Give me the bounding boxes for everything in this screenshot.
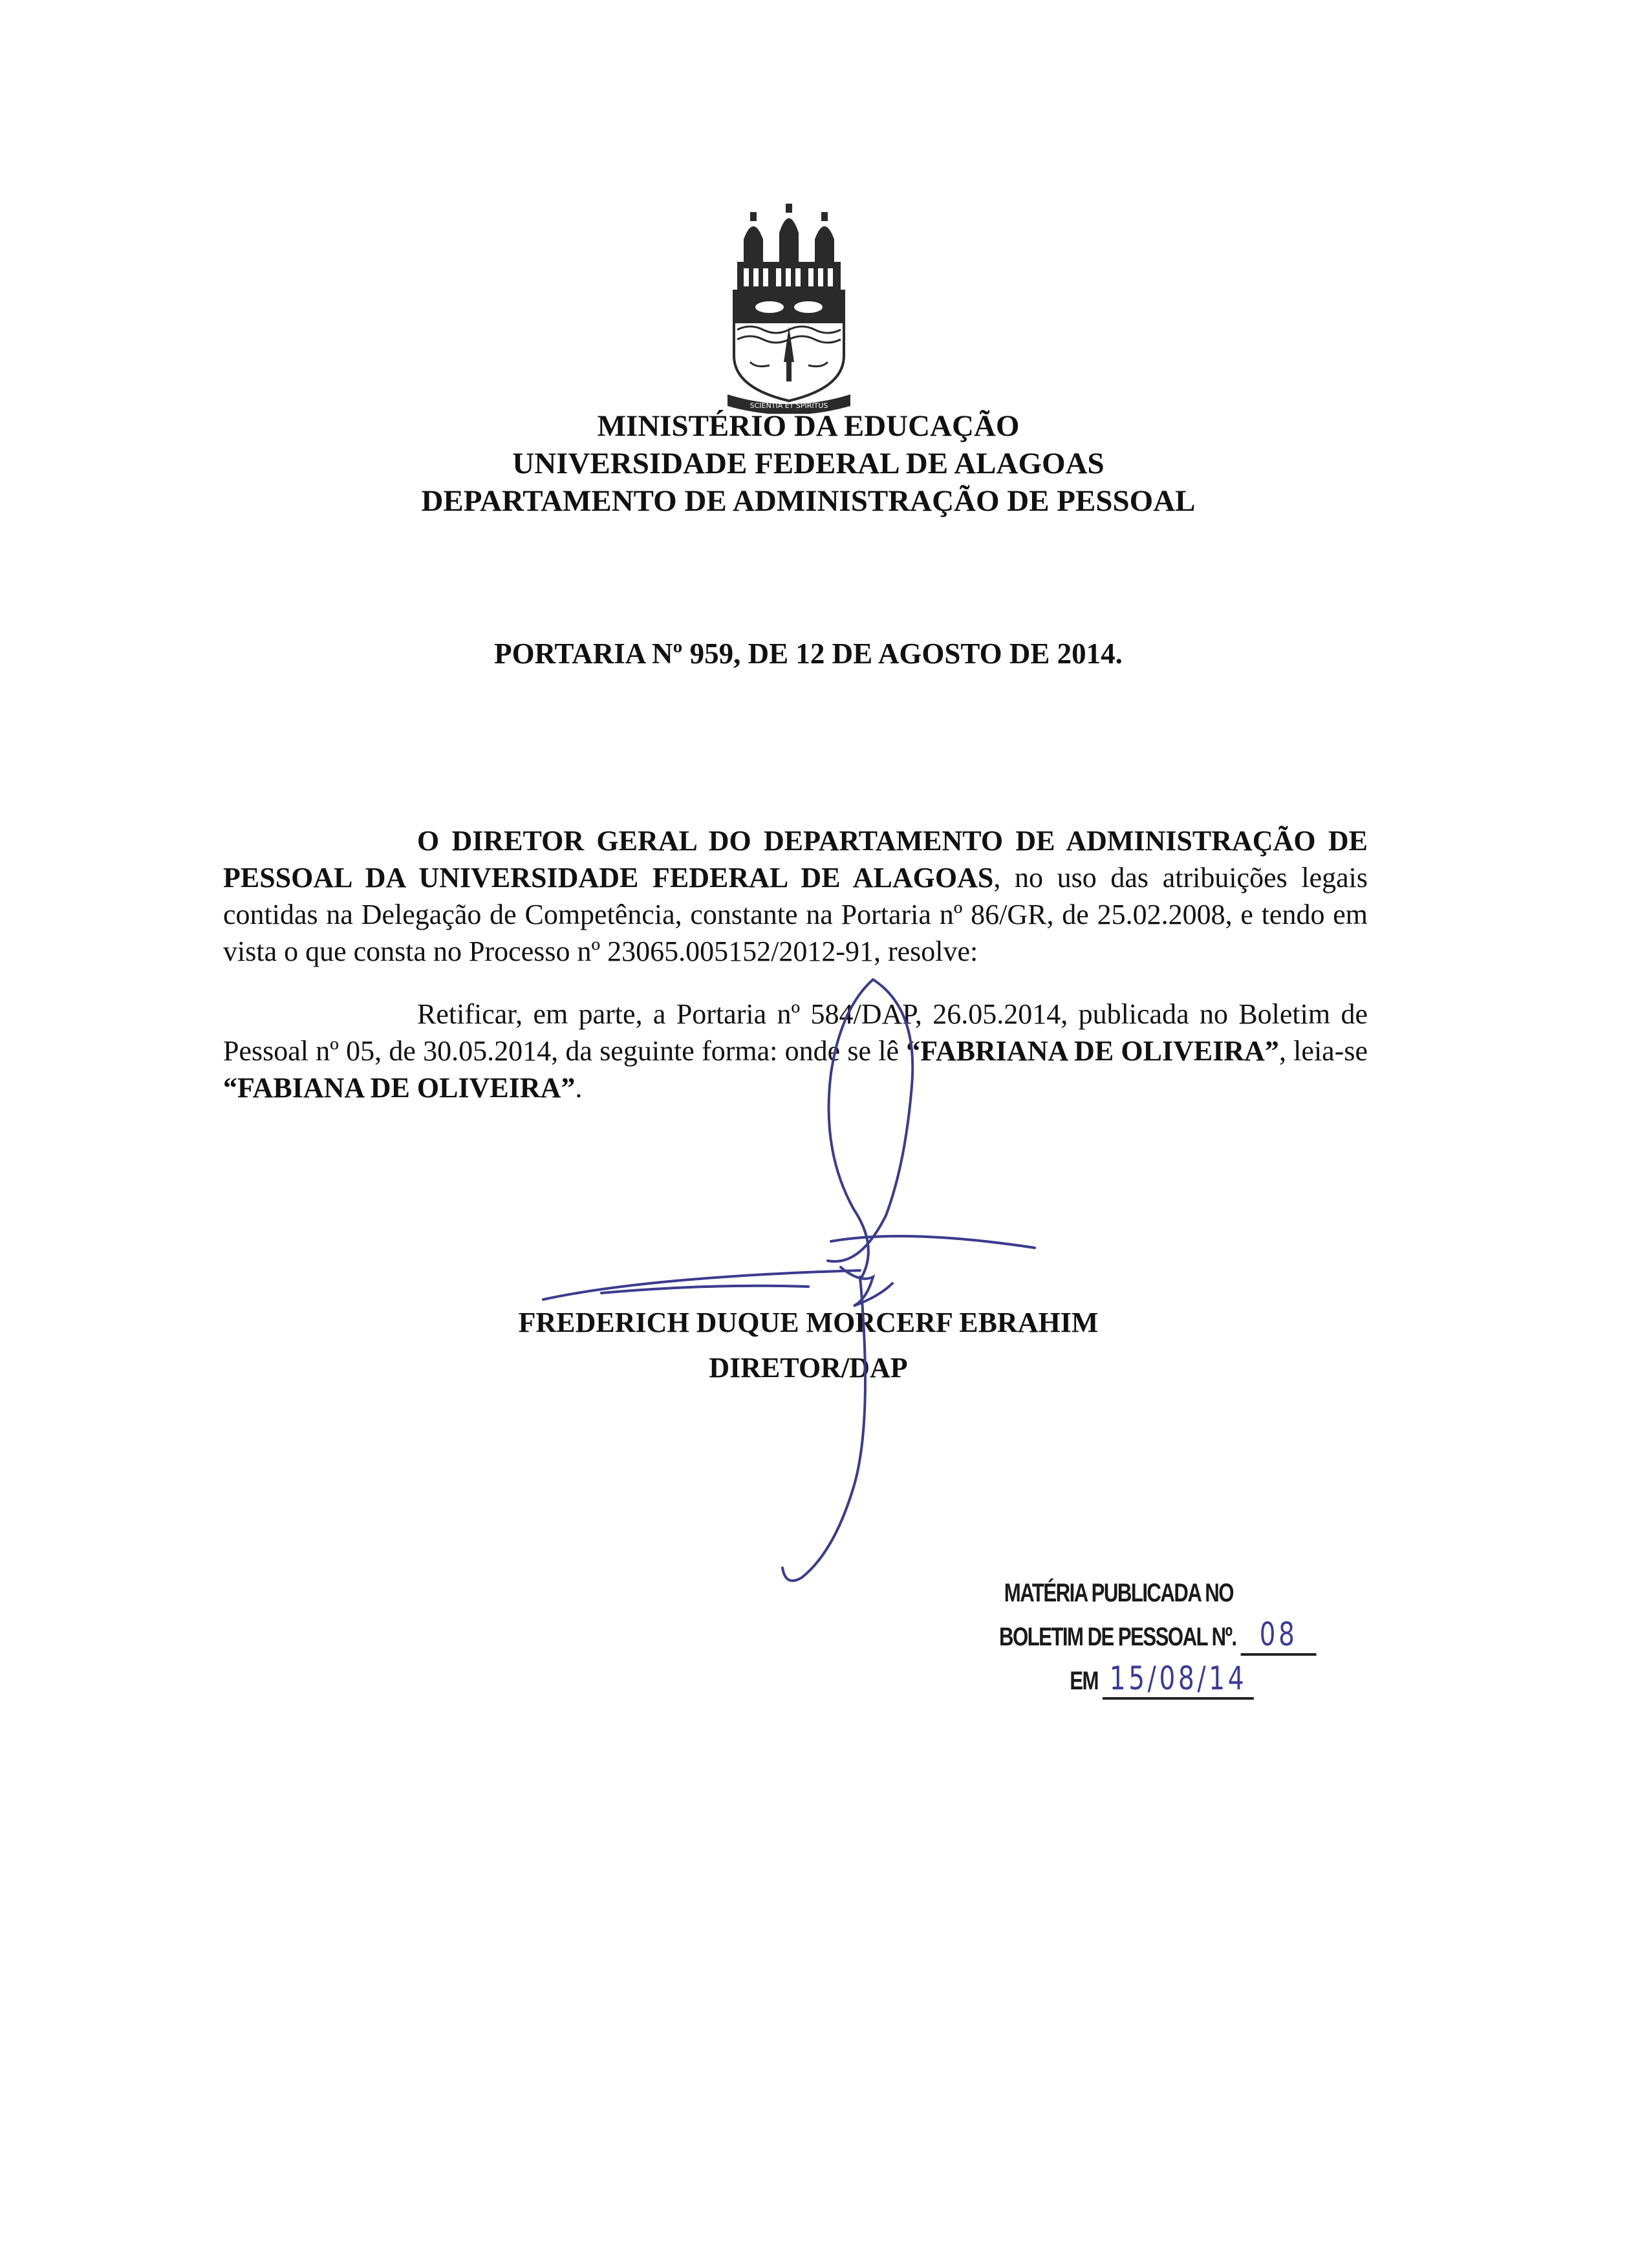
old-name: “FABRIANA DE OLIVEIRA” xyxy=(906,1035,1279,1067)
stamp-published-label: MATÉRIA PUBLICADA NO xyxy=(1004,1579,1233,1607)
signatory-name: FREDERICH DUQUE MORCERF EBRAHIM xyxy=(518,1307,1099,1338)
stamp-bulletin-number: 08 xyxy=(1241,1616,1317,1656)
intro-bold-text: O DIRETOR GERAL DO DEPARTAMENTO DE ADMINISTRAÇÃO DE PESSOAL DA UNIVERSIDADE FEDERAL DE ALAGOAS xyxy=(223,825,1368,893)
document-title: PORTARIA Nº 959, DE 12 DE AGOSTO DE 2014. xyxy=(494,637,1123,670)
publication-stamp xyxy=(999,1574,1387,1700)
crest-motto: SCIENTIA ET SPIRITUS xyxy=(749,401,828,410)
rectification-paragraph xyxy=(223,996,1368,1106)
header-department: DEPARTAMENTO DE ADMINISTRAÇÃO DE PESSOAL xyxy=(421,484,1196,518)
rectification-connector: , leia-se xyxy=(1278,1035,1368,1067)
intro-paragraph xyxy=(223,822,1368,970)
stamp-date-row xyxy=(999,1660,1302,1700)
signatory-role: DIRETOR/DAP xyxy=(709,1352,908,1384)
ufal-coat-of-arms-icon xyxy=(724,200,854,414)
new-name: “FABIANA DE OLIVEIRA” xyxy=(223,1072,576,1104)
stamp-date: 15/08/14 xyxy=(1103,1660,1254,1700)
stamp-bulletin-label: BOLETIM DE PESSOAL Nº. xyxy=(999,1623,1236,1651)
intro-text: , no uso das atribuições legais contidas na Delegação de Competência, constante na Portaria nº 86/GR, de 25.02.2008, e tendo em vista o que consta no Processo nº 23065.005152/2012-91, resolve: xyxy=(223,862,1368,967)
header-ministry: MINISTÉRIO DA EDUCAÇÃO xyxy=(597,409,1020,443)
stamp-bulletin-row xyxy=(999,1616,1302,1656)
document-body xyxy=(223,822,1368,1106)
stamp-date-label: EM xyxy=(1070,1667,1098,1695)
rectification-end: . xyxy=(575,1072,583,1104)
header-university: UNIVERSIDADE FEDERAL DE ALAGOAS xyxy=(512,447,1105,480)
rectification-text: Retificar, em parte, a Portaria nº 584/DAP, 26.05.2014, publicada no Boletim de Pessoal nº 05, de 30.05.2014, da seguinte forma: onde se lê xyxy=(223,998,1368,1067)
institution-header xyxy=(259,407,1358,520)
